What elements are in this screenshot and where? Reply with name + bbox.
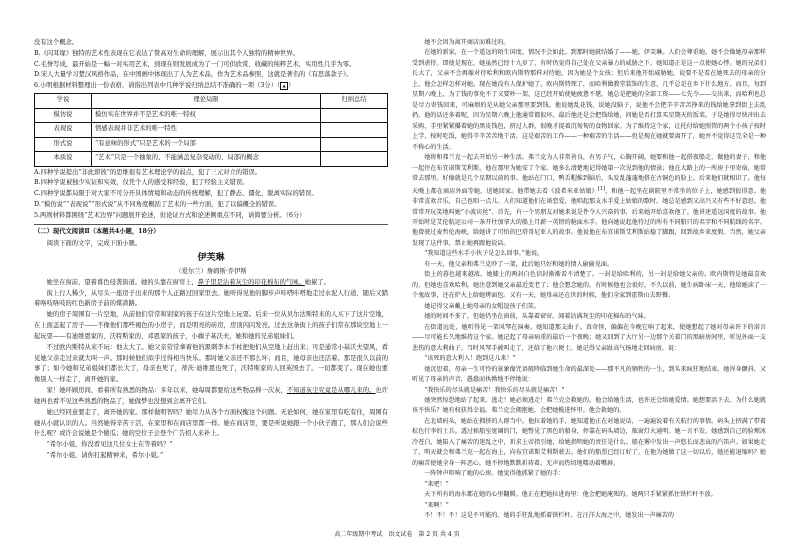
story-paragraph: 她将和弗兰克一起去开始另一种生活。弗兰克为人非常善良，有男子气，心胸开阔。她要和他一起搭夜船走，做他的妻子，和他一起住在布宜诺斯艾利斯，他在那里为她安了个家。她多么清楚地记得她第一次见到他的情景；他在大路上的一所房子里寄宿，她常常去那里。好像就是几个星期以前的事。他站在门口，鸭舌帽推到脑后，头发乱蓬蓬地搭在古铜色的脸上。后来他们就相识了。他每天晚上都在商店外面等她，送她回家。他带她去看《波希米亚姑娘》[1]，和他一起坐在剧院里不常坐的位子上，她感到很得意。他非常喜欢音乐，自己也唱一点儿。人们知道他们在谈恋爱，他唱起那支水手爱上姑娘的歌时，她总是感到又高兴又有些不好意思。他常常开玩笑地叫她“小波宾丝”。首先，有一个男朋友对她来说是件令人兴奋的事，后来她开始喜欢他了。他讲述遥远国度的故事。他开始时是艾伦航运公司一条开往加拿大的船上月薪一英镑的舱面水手。他向她说起他待过的所有不同船只的名字和不同航线的名字。他曾驶过麦哲伦海峡，给她讲了可怕的巴塔哥尼亚人的故事。他说他在布宜诺斯艾利斯站稳了脚跟，回到故乡来度假。当然，她父亲发现了这件事，禁止她再跟他说话。 [412,154,767,247]
story-paragraph: 她已经同意要走了，离开她的家。那样做明智吗？她尽力从各个方面权衡这个问题。无论如何，她在家里有吃有住，周围有她从小就认识的人。当然她得辛苦干活，在家里和在商店里都一样。她在商店里，要是听说她跟一个小伙子跑了，那人们会说些什么呢？或许会说她是个傻瓜；她的空位子会登个广告招人来补上。 [34,408,389,438]
theory-table [34,93,388,167]
story-paragraph: 在她的新家，在一个遥远的陌生国度，情况不会如此。到那时她就结婚了——她，伊芙琳。人们会尊重她。她不会像她母亲那样受到虐待。即使是现在，她虽然已经十九岁了，有时仍觉得自己处在父亲暴力的威胁之下。她知道正是这一点使她心悸。她的兄弟们长大了，父亲不会再像对待哈利和欧内斯特那样对待她，因为她是个女孩；但后来他开始威胁她，说要不是看在她死去的母亲的分上，他会怎样怎样对她。现在她没有人保护她了。欧内斯特死了，而哈利做教堂装饰的生意，几乎总是在乡下什么地方。而且，每到星期六晚上，为了钱的事免不了又要吵一架，这已经开始使她疲惫不堪。她总是把她的全部工资——七先令——交出来，而哈利也总是尽力寄钱回来，可麻烦的是从她父亲那里要到钱。他说她乱花钱，说她没脑子，说他不会把辛辛苦苦挣来的钱给她拿到街上去乱扔。他的话还多着呢，因为星期六晚上他通常都很坏。最后他还是会把钱给她，问她是否打算买星期天的饭菜。于是她得尽快冲出去采购，手里紧紧攥着她的黑皮钱包，挤过人群，很晚才提着沉甸甸的食物回家。为了维持这个家，让托付给她照管的两个小孩子按时上学、按时吃饭，她得辛辛苦苦地干活。这是艰苦的工作——一种艰苦的生活——但是现在她就要离开了，她并不觉得这完全是一种不称心的生活。 [412,49,766,151]
page-footer: 高二年级期中考试 语文试卷 第 2 页 共 4 页 [334,531,460,538]
table-row [35,123,388,138]
section-divider [34,224,388,225]
story-paragraph: “该死的意大利人！跑到这儿来！” [424,355,516,363]
story-paragraph: “我快乐的尽头就是痛苦！我快乐的尽头就是痛苦！” [424,386,565,394]
story-paragraph: 一阵钟声叩响了她的心房。她觉得他抓紧了她的手： [424,470,565,478]
story-paragraph: 街上行人稀少，从尽头一座房子出来的那个人正路过回家里去。她听得见他的脚步声咔嗒咔嗒地走过水泥人行道，随后又踏着咯吱咯吱的红色新房子前的煤渣路。 [34,289,388,308]
line-b: B.《闪耳缘》独特的艺术性表现在它表达了赞高对生命的理解，展示出其个人独特的精神世界。 [34,49,299,57]
story-paragraph: 不！不！不！这是不可能的。她的手狂乱地抓着铁栏杆。在汪洋大海之中，她发出一声痛苦的 [424,512,675,520]
story-paragraph: 她坐在窗前，望着暮色侵袭街道。她的头靠在窗帘上，鼻子里是沾着灰尘的印花棉布的气味。她累了。 [46,278,330,286]
left-column [34,38,388,462]
option-c: C.四种学说都局限于对大家不可分开具体情境和动态的传统理解，犯了静态、僵化、脱离实际的错误。 [34,190,318,198]
line-d: D.宋人大量学习楚汉风格作品，在中国画中体现出了人为艺术品，作为艺术品参照，这就是著名的《有思落款子》。 [34,71,353,79]
table-cell [321,152,388,167]
table-header-cell: 学说 [35,94,92,109]
story-author: （爱尔兰）詹姆斯·乔伊斯 [175,267,247,275]
table-cell [321,108,388,123]
table-cell: 模仿说 [35,108,92,123]
footnote-mark: [1] [597,185,605,192]
story-paragraph: 不过欧内斯特从来不玩：他太大了。她父亲常常拿着他的黑刺李木手杖把他们从空地上赶出来；可是通常小基沃夫望风，看见她父亲走过来就大叫一声。那时候他们似乎过得相当快乐。那时她父亲还不那么坏；而且，她母亲也还活着。那是很久以前的事了；如今她和兄弟姐妹们都长大了，母亲也死了，蒂茨·迪维恩也死了，沃特斯家的人回英国去了。一切都变了。现在她也要像别人一样走了，离开她的家。 [34,343,388,384]
story-paragraph: 天下所有的海水都在她的心里翻腾。他正在把她拉进海里：他会把她淹死的。她两只手紧紧抓住铁栏杆不放。 [424,491,717,499]
table-cell: “艺术”只是一个抽象的、不能涵盖复杂变动的、局部的概念 [92,152,321,167]
triangle-icon: ▲ [280,82,288,90]
table-cell: “有意味的形式”只是艺术的一个局部 [92,137,321,152]
option-a: A.四种学说提出“非此即彼”的思维很有艺术理论学的弱点，犯了三元对立的错误。 [34,168,262,176]
story-paragraph: 她的房子周围有一片空地，从前他们常常和别家的孩子在这片空地上玩耍。后来一位从贝尔法斯特来的人买下了这片空地，在上面盖起了房子——不像他们那些褐色的小房子，而是明亮的砖房，房顶闪闪发亮。过去这条街上的孩子们常在那块空地上一起玩耍——有迪维恩家的、沃特斯家的、邓恩家的孩子，小瘸子基沃夫，她和她的兄弟姐妹们。 [34,311,388,340]
story-title: 伊芙琳 [197,253,225,264]
underlined-sentence: 鼻子里是沾着灰尘的印花棉布的气味。 [197,278,305,286]
line-0: 没有这个概念。 [34,39,79,46]
story-paragraph: “来啊！” [424,501,449,509]
story-paragraph: 在街道远处，她听得见一架风琴在演奏。她知道那支曲子。真奇怪，偏偏在今晚它响了起来，使她想起了她对母亲许下的诺言——尽可能长久地维持这个家。她记起了母亲病重的最后一个夜晚；她又回到了大厅另一边那个关着门的黑暗房间里，听见外面一支悲伤的意大利曲子。当时风琴手被叫走了，还给了他六便士。她记得父亲趾高气扬地走回病房，说： [412,323,766,352]
story-paragraph: “希尔小姐，请你打起精神来，希尔小姐。” [46,451,164,459]
section-heading: （二）现代文阅读Ⅱ（本题共4小题，18分） [34,227,160,235]
story-paragraph: 她突然惊恐地站了起来。逃走！她必须逃走！弗兰克会救她的。他会给她生活，也许还会给她爱情。她想要活下去。为什么她就该不快乐？她有权获得幸福。弗兰克会拥抱她，会把她揽进怀里。他会救她的。 [412,396,766,415]
story-paragraph: 她沉思着，母亲一生可怜的景象像咒语般降临到她生命的最深处——那平凡的牺牲的一生，到头来疯狂地结束。她浑身颤抖，又听见了母亲的声音，愚蠢而执拗地不停地说： [412,365,766,384]
table-cell: 情感表现并非艺术的唯一特性 [92,123,321,138]
story-paragraph: 她的时间不多了，但她仍坐在窗前，头靠着窗帘，闻着沾满灰尘的印花棉布的气味。 [424,313,650,321]
table-row [35,152,388,167]
option-b: B.四种学说被独少实证和实效，仅凭个人的感受和经验，犯了经验主义错误。 [34,179,249,187]
story-paragraph: 她记得父亲戴上她母亲的女帽逗孩子们笑。 [424,302,540,310]
story-paragraph: 有一天，他父亲和弗兰克吵了一架，此后她只好和她的情人偷偷见面。 [424,260,614,268]
story-paragraph: 她不会因为离开商店而难过的。 [424,39,510,46]
table-row [35,137,388,152]
story-paragraph: 在北墙码头，她站在拥挤的人群当中。他拉着她的手，她知道他正在对她说话，一遍遍说着有关航行的事情。码头上挤满了带着棕色行李的士兵。透过候船室宽阔的门，她瞥见了黑色的船身，停靠在码头墙边，舷窗灯火通明。她一言不发。她感到自己的脸颊冰冷苍白，她陷入了痛苦的迷乱之中，祈求上帝指引她，给她指明她的责任是什么。船在雾中发出一声悠长而悲哀的汽笛声。如果她走了，明天就会和弗兰克一起在海上，向布宜诺斯艾利斯驶去。他们的船票已经订好了。在他为她做了这一切以后，她还能退缩吗？她的痛苦使她全身一阵恶心，她不停地默默祈祷着，无声而热切地嚅动着嘴唇。 [412,417,766,467]
table-cell: 形式说 [35,137,92,152]
underlined-sentence: 不知道灰尘究竟是从哪儿来的。 [286,387,376,395]
table-cell [321,137,388,152]
table-cell: 表现说 [35,123,92,138]
option-d: D.“模仿说”“表现说”“形式说”从不同角度概括了艺术的一些方面，犯了以偏概全的错误。 [34,201,281,209]
table-header-cell: 归纳总结 [321,94,388,109]
table-header-cell: 理论局限 [92,94,321,109]
right-column [412,38,766,522]
story-paragraph: 家！她环顾房间，看着所有熟悉的物品：多年以来，她每周都要给这些物品掸一次灰，不知道灰尘究竟是从哪儿来的。也许她再也看不见这些熟悉的物品了，她做梦也没想到会离开它们。 [34,387,389,405]
table-row [35,108,388,123]
story-paragraph: “来吧！” [424,480,449,488]
table-header-row [35,94,388,109]
section-instruction: 阅读下面的文字，完成下面小题。 [46,239,142,247]
table-cell: 本质说 [35,152,92,167]
story-paragraph: “希尔小姐，你没看见这几位女士在等着吗？” [46,441,173,449]
story-paragraph: 街上的暮色越来越浓。她膝上的两封白色信封渐渐看不清楚了。一封是给哈利的，另一封是给她父亲的。欧内斯特是她最喜欢的，但她也喜欢哈利。她注意到她父亲最近变老了；他会想念她的。有时候他也会很好。不久以前，她生病卧床一天，他给她读了一个鬼故事，还在炉火上给她烤面包。又有一天，她母亲还在世的时候，他们全家到霍斯山去野餐。 [412,271,766,300]
question-6: 6.小明根据材料整理出一份表格，请指出列表中几种学说归纳总结不准确的一项（3分）（ ▲ ） [34,82,295,90]
table-cell: 模仿实在世界并不是艺术的唯一特权 [92,108,321,123]
story-paragraph: “我知道这些水手小伙子是怎么回事。”他说。 [424,250,544,258]
table-cell [321,123,388,138]
question-5: 5.两则材料都围绕“艺术边界”问题展开论述，但论证方式和论述侧重点不同，请简要分析。（6分） [34,211,306,219]
line-c: C.毛誉写成，最开始是一幅一对实用艺术，到现在则发展成为了一门可供欣赏、收藏的纯粹艺术，实用性几乎为零。 [34,60,356,68]
